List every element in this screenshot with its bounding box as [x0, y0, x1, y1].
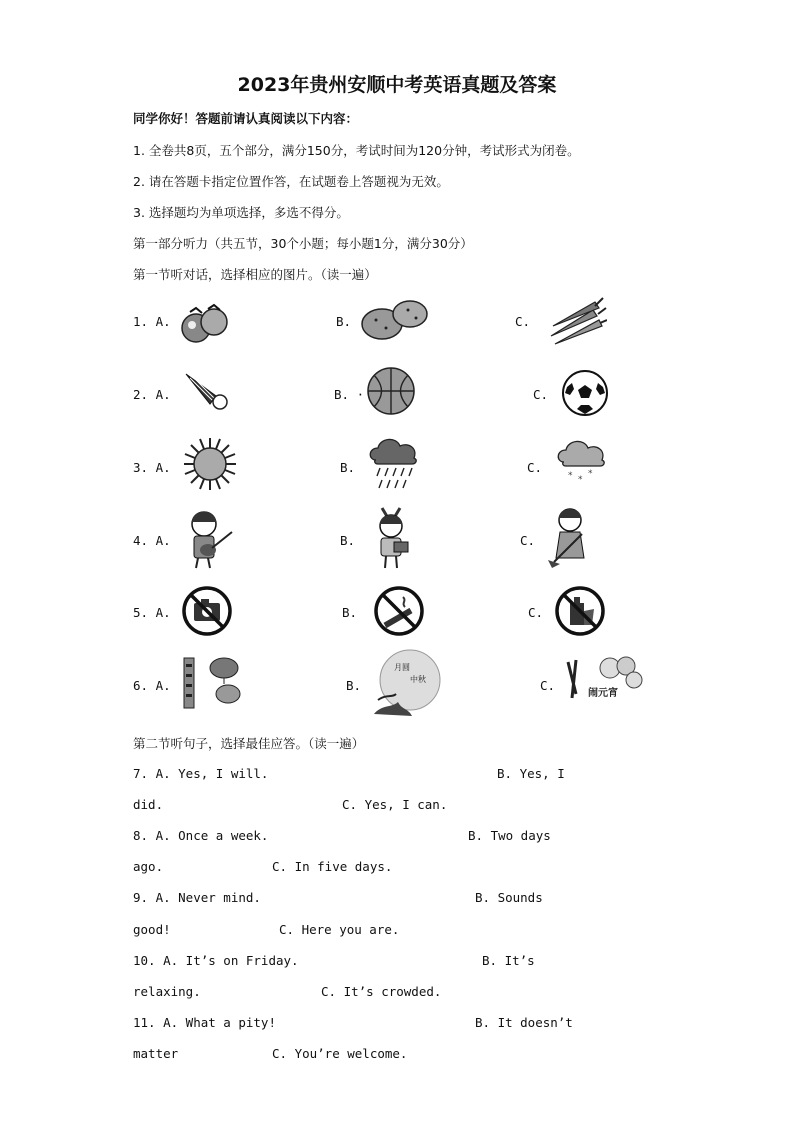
q8-line1-b: B. Two days — [468, 828, 551, 843]
basketball-icon — [366, 366, 416, 416]
q10-line1-b: B. It’s — [482, 953, 535, 968]
q6-label-c: C. — [540, 678, 556, 693]
lantern-festival-icon — [564, 654, 644, 710]
girl-with-guitar-icon — [178, 508, 240, 570]
q1-label-a: 1. A. — [133, 314, 171, 329]
q2-label-b: B. · — [334, 387, 365, 402]
q5-label-b: B. — [342, 605, 358, 620]
moon-text-1: 月圆 — [394, 663, 410, 672]
q10-line2-c: C. It’s crowded. — [321, 984, 442, 999]
q8-line2-a: ago. — [133, 859, 164, 874]
instruction-3: 3. 选择题均为单项选择，多选不得分。 — [133, 205, 349, 220]
no-smoking-icon — [373, 585, 425, 637]
section2-heading: 第二节听句子，选择最佳应答。（读一遍） — [133, 736, 365, 751]
q11-line1-b: B. It doesn’t — [475, 1015, 573, 1030]
q6-label-a: 6. A. — [133, 678, 171, 693]
q11-line2-a: matter — [133, 1046, 179, 1061]
svg-text:*: * — [578, 475, 583, 482]
q9-line1-b: B. Sounds — [475, 890, 543, 905]
greeting: 同学你好！答题前请认真阅读以下内容： — [133, 111, 359, 126]
carrots-icon — [545, 296, 607, 346]
q3-label-a: 3. A. — [133, 460, 171, 475]
q4-label-a: 4. A. — [133, 533, 171, 548]
section1-heading: 第一节听对话，选择相应的图片。（读一遍） — [133, 267, 377, 282]
mid-autumn-icon — [368, 648, 442, 720]
page-title: 2023年贵州安顺中考英语真题及答案 — [237, 74, 557, 96]
tomatoes-icon — [176, 298, 234, 346]
q9-line1-a: 9. A. Never mind. — [133, 890, 261, 905]
q8-line1-a: 8. A. Once a week. — [133, 828, 269, 843]
q2-label-a: 2. A. — [133, 387, 171, 402]
q9-line2-a: good! — [133, 922, 171, 937]
girl-with-book-icon — [368, 506, 414, 570]
q10-line1-a: 10. A. It’s on Friday. — [133, 953, 299, 968]
instruction-2: 2. 请在答题卡指定位置作答，在试题卷上答题视为无效。 — [133, 174, 449, 189]
q7-line2-c: C. Yes, I can. — [342, 797, 448, 812]
potatoes-icon — [358, 294, 430, 342]
q3-label-c: C. — [527, 460, 543, 475]
spring-festival-icon — [178, 654, 246, 712]
no-photography-icon — [181, 585, 233, 637]
girl-sweeping-icon — [546, 504, 592, 568]
svg-text:*: * — [588, 469, 593, 479]
q7-line1-a: 7. A. Yes, I will. — [133, 766, 269, 781]
q11-line1-a: 11. A. What a pity! — [133, 1015, 276, 1030]
q3-label-b: B. — [340, 460, 356, 475]
instruction-1: 1. 全卷共8页，五个部分，满分150分，考试时间为120分钟，考试形式为闭卷。 — [133, 143, 580, 158]
q11-line2-c: C. You’re welcome. — [272, 1046, 408, 1061]
q7-line2-a: did. — [133, 797, 164, 812]
q4-label-b: B. — [340, 533, 356, 548]
q10-line2-a: relaxing. — [133, 984, 201, 999]
q4-label-c: C. — [520, 533, 536, 548]
q1-label-c: C. — [515, 314, 531, 329]
yuanxiao-text: 闹元宵 — [588, 688, 618, 699]
soccer-ball-icon — [561, 369, 609, 417]
badminton-shuttlecock-icon — [182, 370, 234, 412]
svg-text:*: * — [568, 471, 573, 481]
snow-cloud-icon — [554, 436, 610, 482]
q7-line1-b: B. Yes, I — [497, 766, 565, 781]
q5-label-a: 5. A. — [133, 605, 171, 620]
q2-label-c: C. — [533, 387, 549, 402]
rain-cloud-icon — [366, 434, 422, 492]
no-drinks-icon — [554, 585, 606, 637]
part1-heading: 第一部分听力（共五节，30个小题；每小题1分，满分30分） — [133, 236, 473, 251]
q6-label-b: B. — [346, 678, 362, 693]
q9-line2-c: C. Here you are. — [279, 922, 400, 937]
q5-label-c: C. — [528, 605, 544, 620]
q1-label-b: B. — [336, 314, 352, 329]
sun-icon — [180, 436, 240, 492]
moon-text-2: 中秋 — [410, 675, 426, 684]
q8-line2-c: C. In five days. — [272, 859, 393, 874]
